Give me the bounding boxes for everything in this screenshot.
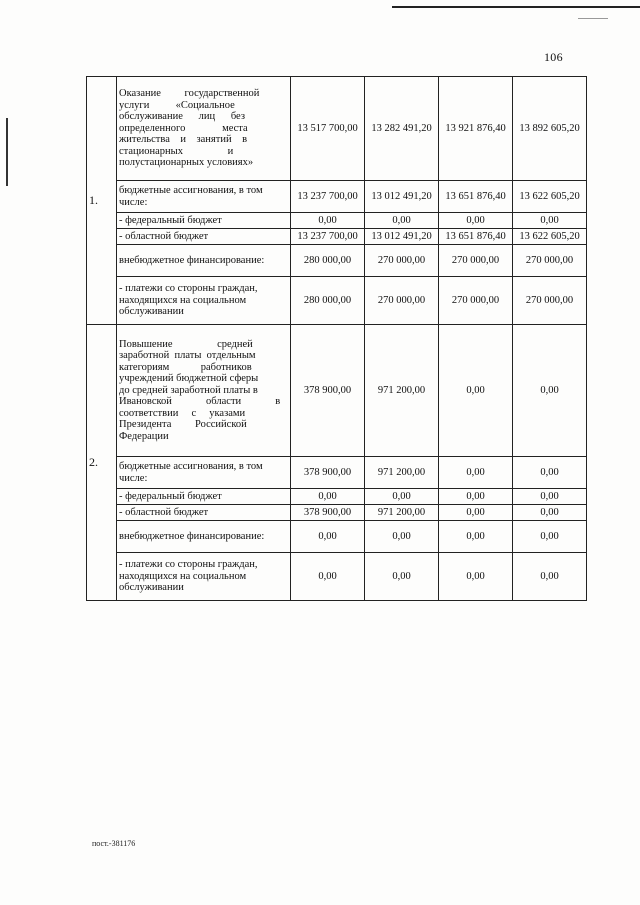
section-title-row [87, 77, 587, 181]
section-title-line: до средней заработной платы в [119, 384, 258, 396]
funding-row-value: 0,00 [439, 489, 513, 505]
section-index: 2. [87, 325, 117, 601]
funding-row-value: 270 000,00 [439, 277, 513, 325]
funding-row-value: 0,00 [513, 489, 587, 505]
section-title [117, 325, 291, 457]
funding-row [87, 521, 587, 553]
section-title-line: полустационарных условиях» [119, 157, 254, 169]
funding-row-value: 0,00 [513, 553, 587, 601]
funding-row [87, 245, 587, 277]
section-title-line: определенного места [119, 122, 248, 134]
section-title-line: Федерации [119, 430, 169, 442]
funding-row-label: - областной бюджет [117, 229, 291, 245]
funding-row-value: 0,00 [439, 457, 513, 489]
funding-row-value: 0,00 [439, 553, 513, 601]
funding-row-value: 0,00 [439, 521, 513, 553]
section-total-value: 13 282 491,20 [365, 77, 439, 181]
section-title-line: учреждений бюджетной сферы [119, 373, 259, 385]
funding-row-label: бюджетные ассигнования, в том числе: [117, 457, 291, 489]
funding-row-label: внебюджетное финансирование: [117, 521, 291, 553]
funding-row-value: 13 622 605,20 [513, 181, 587, 213]
section-title-line: Повышение средней [119, 338, 253, 350]
funding-row-value: 280 000,00 [291, 277, 365, 325]
funding-row [87, 181, 587, 213]
funding-row-value: 0,00 [291, 489, 365, 505]
section-total-value: 378 900,00 [291, 325, 365, 457]
funding-row-label: - областной бюджет [117, 505, 291, 521]
section-title-line: категориям работников [119, 361, 252, 373]
section-index: 1. [87, 77, 117, 325]
funding-row-label: - платежи со стороны граждан, находящихся на социальном обслуживании [117, 277, 291, 325]
funding-row-label: бюджетные ассигнования, в том числе: [117, 181, 291, 213]
funding-row-value: 0,00 [291, 553, 365, 601]
funding-row-value: 13 651 876,40 [439, 229, 513, 245]
section-total-value: 13 892 605,20 [513, 77, 587, 181]
funding-row [87, 457, 587, 489]
section-title-line: Ивановской области в [119, 396, 281, 408]
section-title-line: обслуживание лиц без [119, 111, 245, 123]
funding-row-value: 280 000,00 [291, 245, 365, 277]
funding-row-label: - федеральный бюджет [117, 489, 291, 505]
funding-row-value: 0,00 [365, 213, 439, 229]
funding-row-value: 971 200,00 [365, 505, 439, 521]
page-number: 106 [544, 50, 563, 64]
funding-row-label: - платежи со стороны граждан, находящихся на социальном обслуживании [117, 553, 291, 601]
funding-row [87, 277, 587, 325]
section-total-value: 0,00 [513, 325, 587, 457]
budget-table [86, 76, 587, 601]
section-title-line: соответствии с указами [119, 407, 246, 419]
funding-row-value: 13 622 605,20 [513, 229, 587, 245]
section-title-line: услуги «Социальное [119, 99, 235, 111]
funding-row-value: 0,00 [513, 505, 587, 521]
section-title [117, 77, 291, 181]
funding-row [87, 489, 587, 505]
funding-row-value: 13 651 876,40 [439, 181, 513, 213]
funding-row-value: 0,00 [365, 553, 439, 601]
funding-row-value: 0,00 [513, 521, 587, 553]
section-total-value: 971 200,00 [365, 325, 439, 457]
funding-row [87, 553, 587, 601]
funding-row-value: 0,00 [291, 213, 365, 229]
funding-row-value: 0,00 [439, 505, 513, 521]
funding-row-label: внебюджетное финансирование: [117, 245, 291, 277]
funding-row-value: 270 000,00 [439, 245, 513, 277]
funding-row [87, 229, 587, 245]
funding-row [87, 213, 587, 229]
funding-row-value: 13 237 700,00 [291, 229, 365, 245]
footer-code: пост.-381176 [92, 839, 136, 848]
section-title-line: Президента Российской [119, 419, 247, 431]
budget-table-body [87, 77, 587, 601]
funding-row [87, 505, 587, 521]
funding-row-value: 13 237 700,00 [291, 181, 365, 213]
section-title-line: жительства и занятий в [119, 134, 248, 146]
funding-row-value: 270 000,00 [513, 245, 587, 277]
funding-row-value: 0,00 [513, 457, 587, 489]
scan-artifact-left-mark [6, 118, 8, 186]
section-title-line: заработной платы отдельным [119, 350, 256, 362]
funding-row-value: 971 200,00 [365, 457, 439, 489]
funding-row-value: 0,00 [513, 213, 587, 229]
section-title-line: Оказание государственной [119, 88, 260, 100]
funding-row-value: 378 900,00 [291, 457, 365, 489]
section-total-value: 13 921 876,40 [439, 77, 513, 181]
funding-row-value: 13 012 491,20 [365, 229, 439, 245]
funding-row-value: 0,00 [439, 213, 513, 229]
funding-row-value: 270 000,00 [365, 277, 439, 325]
section-total-value: 13 517 700,00 [291, 77, 365, 181]
funding-row-value: 378 900,00 [291, 505, 365, 521]
section-title-line: стационарных и [119, 145, 234, 157]
funding-row-value: 0,00 [365, 489, 439, 505]
funding-row-value: 270 000,00 [513, 277, 587, 325]
funding-row-value: 13 012 491,20 [365, 181, 439, 213]
scan-artifact-top-mark [578, 18, 608, 19]
section-title-row [87, 325, 587, 457]
funding-row-label: - федеральный бюджет [117, 213, 291, 229]
funding-row-value: 0,00 [365, 521, 439, 553]
funding-row-value: 0,00 [291, 521, 365, 553]
scan-artifact-top-line [392, 6, 640, 8]
section-total-value: 0,00 [439, 325, 513, 457]
funding-row-value: 270 000,00 [365, 245, 439, 277]
